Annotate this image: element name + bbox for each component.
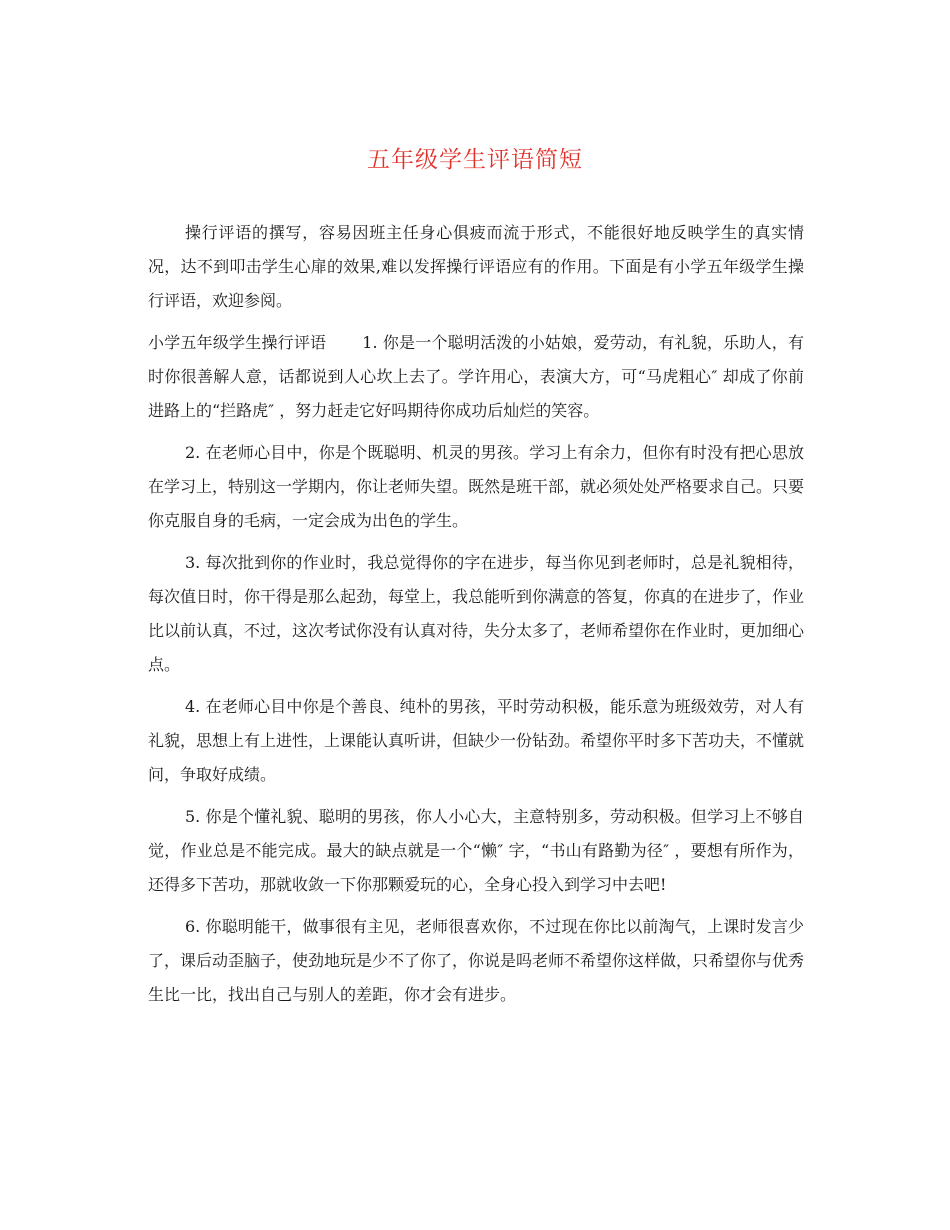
- comment-item-6: 6. 你聪明能干，做事很有主见，老师很喜欢你，不过现在你比以前淘气，上课时发言少了，课后动歪脑子，使劲地玩是少不了你了，你说是吗老师不希望你这样做，只希望你与优秀生比一比，找出自己与别人的差距，你才会有进步。: [148, 917, 805, 1004]
- document-title: 五年级学生评语简短: [367, 147, 583, 173]
- section-paragraph: [148, 326, 804, 428]
- comment-item-4: 4. 在老师心目中你是个善良、纯朴的男孩，平时劳动积极，能乐意为班级效劳，对人有礼貌，思想上有上进性，上课能认真听讲，但缺少一份钻劲。希望你平时多下苦功夫，不懂就问，争取好成绩。: [148, 697, 805, 784]
- comment-item-3: 3. 每次批到你的作业时，我总觉得你的字在进步，每当你见到老师时，总是礼貌相待，每次值日时，你干得是那么起劲，每堂上，我总能听到你满意的答复，你真的在进步了，作业比以前认真，不过，这次考试你没有认真对待，失分太多了，老师希望你在作业时，更加细心点。: [148, 553, 805, 674]
- intro-paragraph: 操行评语的撰写，容易因班主任身心俱疲而流于形式，不能很好地反映学生的真实情况，达不到叩击学生心扉的效果,难以发挥操行评语应有的作用。下面是有小学五年级学生操行评语，欢迎参阅。: [148, 223, 804, 310]
- comment-item-5: 5. 你是个懂礼貌、聪明的男孩，你人小心大，主意特别多，劳动积极。但学习上不够自觉，作业总是不能完成。最大的缺点就是一个“懒″ 字，“书山有路勤为径″ ，要想有所作为，还得多下苦功，那就收敛一下你那颗爱玩的心，全身心投入到学习中去吧!: [148, 807, 804, 894]
- comment-item-1: 1. 你是一个聪明活泼的小姑娘，爱劳动，有礼貌，乐助人，有时你很善解人意，话都说到人心坎上去了。学许用心，表演大方，可“马虎粗心″ 却成了你前进路上的“拦路虎″ ，努力赶走它好吗期待你成功后灿烂的笑容。: [148, 333, 804, 420]
- document-body: [148, 216, 804, 1020]
- comment-item-2: 2. 在老师心目中，你是个既聪明、机灵的男孩。学习上有余力，但你有时没有把心思放在学习上，特别这一学期内，你让老师失望。既然是班干部，就必须处处严格要求自己。只要你克服自身的毛病，一定会成为出色的学生。: [148, 443, 805, 530]
- section-heading: 小学五年级学生操行评语: [148, 333, 327, 352]
